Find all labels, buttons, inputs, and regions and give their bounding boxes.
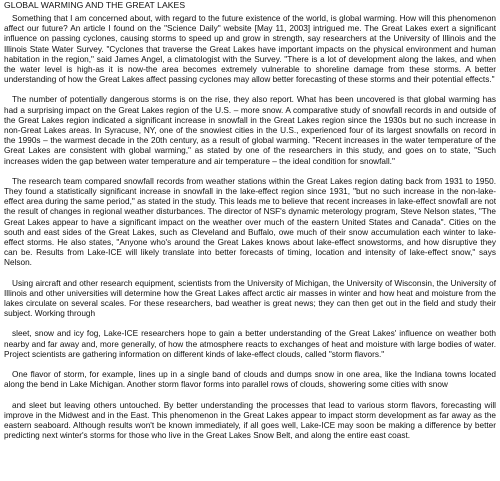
paragraph-6: One flavor of storm, for example, lines up in a single band of clouds and dumps snow in one area, like the Indiana towns located along the bend in Lake Michigan. Another storm flavor forms into parallel rows of clouds, showering some cities with snow: [4, 370, 496, 390]
paragraph-2: The number of potentially dangerous storms is on the rise, they also report. What has been uncovered is that global warming has had a surprising impact on the Great Lakes region of the U.S. – more snow. A comparative study of snowfall records in and outside of the Great Lakes region indicated a significant increase in snowfall in the Great Lakes region since the 1930s but no such increase in non-Great Lakes areas. In Syracuse, NY, one of the snowiest cities in the U.S., experienced four of its largest snowfalls on record in the 1990s – the warmest decade in the 20th century, as a result of global warming. "Recent increases in the water temperature of the Great Lakes are consistent with global warming," as stated by one of the researchers in this study, and goes on to state, "Such increases widen the gap between water temperature and air temperature – the ideal condition for snowfall.": [4, 95, 496, 166]
paragraph-4: Using aircraft and other research equipment, scientists from the University of Michigan, the University of Wisconsin, the University of Illinois and other universities will determine how the Great Lakes affect arctic air masses in winter and how heat and moisture from the lakes circulate on several scales. For these researchers, bad weather is great news; they can then get out in the field and study their subject. Working through: [4, 278, 496, 319]
document-title: GLOBAL WARMING AND THE GREAT LAKES: [4, 0, 186, 10]
paragraph-5: sleet, snow and icy fog, Lake-ICE researchers hope to gain a better understanding of the Great Lakes' influence on weather both nearby and far away and, more generally, of how the atmosphere reacts to exchanges of heat and moisture with large bodies of water. Project scientists are gathering information on different kinds of lake-effect clouds, called "storm flavors.": [4, 329, 496, 359]
paragraph-7: and sleet but leaving others untouched. By better understanding the processes that lead to various storm flavors, forecasting will improve in the Midwest and in the East. This phenomenon in the Great Lakes appear to impact storm development as far away as the eastern seaboard. Although results won't be known immediately, if all goes well, Lake-ICE may soon be making a difference by better predicting next winter's storms for those who live in the Great Lakes Snow Belt, and along the entire east coast.: [4, 400, 496, 441]
paragraph-3: The research team compared snowfall records from weather stations within the Great Lakes region dating back from 1931 to 1950. They found a statistically significant increase in snowfall in the lake-effect region since 1931, "but no such increase in the non-lake-effect area during the same period," as stated in the study. This leads me to believe that recent increases in lake-effect snowfall are not the result of changes in regional weather disturbances. The director of NSF's dynamic meterology program, Steve Nelson states, "The Great Lakes appear to have a significant impact on the weather over much of the eastern United States and Canada". Cities on the south and east sides of the Great Lakes, such as Cleveland and Buffalo, owe much of their snow accumulation each winter to lake-effect storms. He also states, "Anyone who's around the Great Lakes knows about lake-effect snowstorms, and how disruptive they can be. Results from Lake-ICE will likely translate into better forecasts of timing, location and intensity of lake-effect snow," says Nelson.: [4, 176, 496, 268]
paragraph-1: Something that I am concerned about, with regard to the future existence of the world, is global warming. How will this phenomenon affect our future? An article I found on the "Science Daily" website [May 11, 2003] intrigued me. The Great Lakes exert a significant influence on passing cyclones, causing storms to speed up and grow in strength, say researchers at the University of Illinois and the Illinois State Water Survey. "Cyclones that traverse the Great Lakes have important impacts on the physical environment and human habitation in the region," said James Angel, a climatologist with the Survey. "There is a lot of development along the lakes, and when the water level is high-as it is now-the area becomes extremely vulnerable to shoreline damage from these storms. A better understanding of how the Great Lakes affect passing cyclones may allow better forecasting of these storms and their potential effects.": [4, 14, 496, 85]
